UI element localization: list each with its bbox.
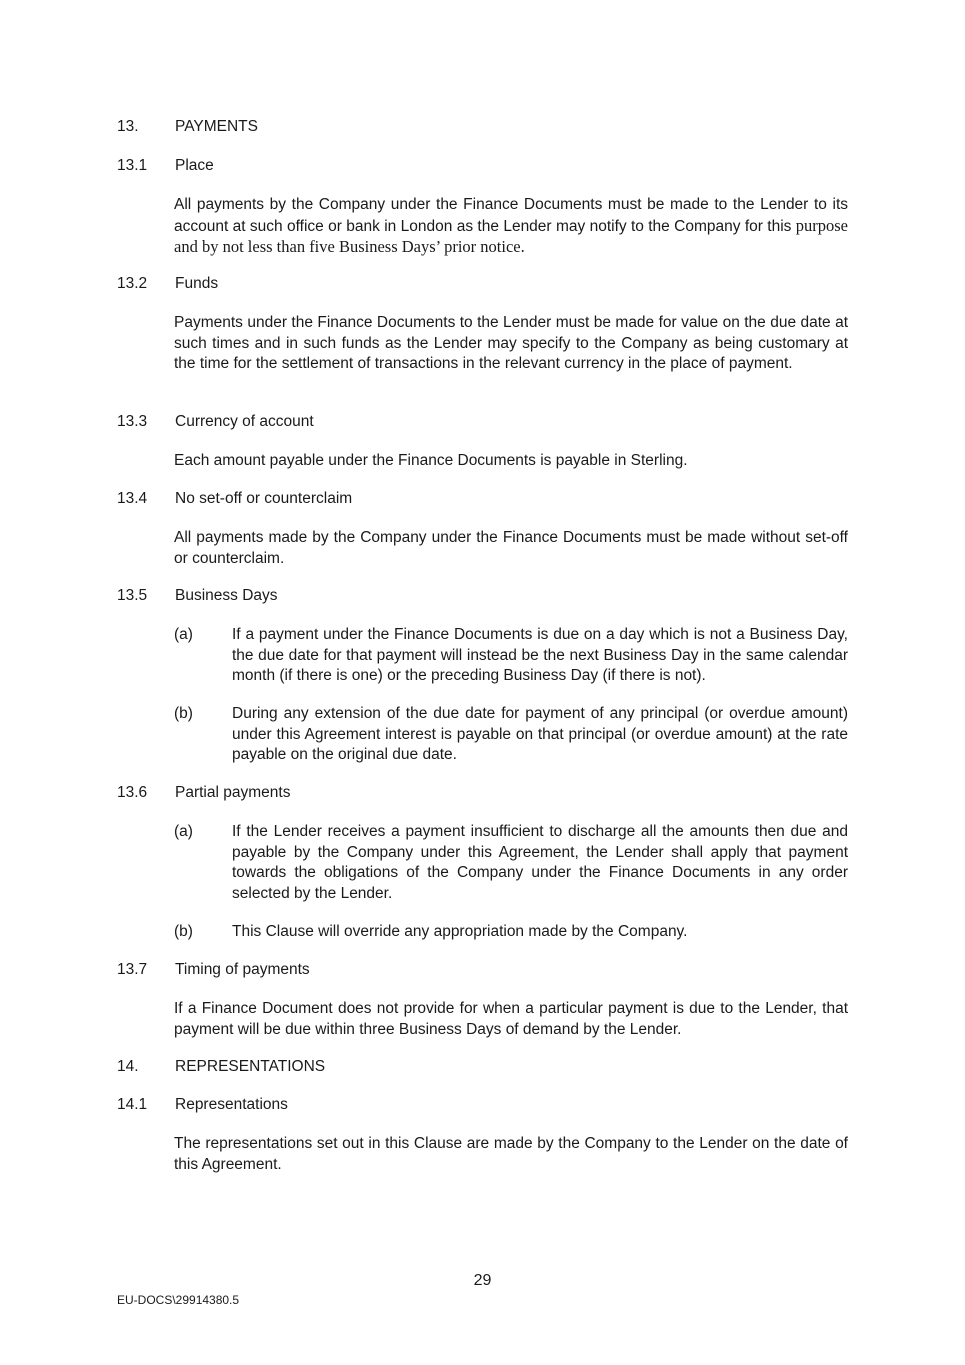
paragraph-13-4: All payments made by the Company under the Finance Documents must be made without set-off or counterclaim. — [174, 529, 848, 567]
paragraph-text-serif: purpose and by not less than five Business Days’ prior notice. — [174, 215, 849, 256]
list-item-text: If a payment under the Finance Documents is due on a day which is not a Business Day, the due date for that payment will instead be the next Business Day in the same calendar month (if there is one) or the preceding Business Day (if there is not). — [232, 626, 848, 684]
subheading-number: 13.7 — [117, 961, 148, 978]
subheading-number: 13.4 — [117, 490, 148, 507]
subheading-title: Partial payments — [175, 784, 291, 801]
subheading-title: Currency of account — [175, 413, 314, 430]
list-item-text: During any extension of the due date for payment of any principal (or overdue amount) under this Agreement interest is payable on that principal (or overdue amount) at the rate payable on the original due date. — [232, 705, 848, 763]
list-item-text: This Clause will override any appropriation made by the Company. — [232, 923, 688, 940]
list-item-label: (a) — [174, 626, 193, 643]
subheading-number: 13.6 — [117, 784, 148, 801]
list-item-text: If the Lender receives a payment insufficient to discharge all the amounts then due and payable by the Company under this Agreement, the Lender shall apply that payment towards the obligations of the Company under the Finance Documents in any order selected by the Lender. — [232, 823, 848, 902]
heading-number: 14. — [117, 1058, 139, 1075]
heading-title: PAYMENTS — [175, 118, 258, 135]
paragraph-text: All payments by the Company under the Finance Documents must be made to the Lender to its account at such office or bank in London as the Lender may notify to the Company for this — [174, 196, 848, 235]
paragraph-13-1 — [174, 195, 848, 259]
list-item-label: (b) — [174, 705, 193, 722]
subheading-title: Representations — [175, 1096, 288, 1113]
paragraph-13-2: Payments under the Finance Documents to the Lender must be made for value on the due date at such times and in such funds as the Lender may specify to the Company as being customary at the time for the settlement of transactions in the relevant currency in the place of payment. — [174, 314, 848, 372]
paragraph-13-7: If a Finance Document does not provide for when a particular payment is due to the Lender, that payment will be due within three Business Days of demand by the Lender. — [174, 1000, 848, 1038]
subheading-title: Business Days — [175, 587, 278, 604]
subheading-number: 14.1 — [117, 1096, 148, 1113]
page-number: 29 — [473, 1272, 492, 1289]
subheading-title: Funds — [175, 275, 219, 292]
subheading-title: Place — [175, 157, 214, 174]
list-item-label: (b) — [174, 923, 193, 940]
subheading-number: 13.1 — [117, 157, 148, 174]
document-reference: EU-DOCS\29914380.5 — [117, 1293, 240, 1307]
heading-number: 13. — [117, 118, 139, 135]
subheading-number: 13.2 — [117, 275, 148, 292]
paragraph-14-1: The representations set out in this Clause are made by the Company to the Lender on the date of this Agreement. — [174, 1135, 848, 1173]
paragraph-13-3: Each amount payable under the Finance Documents is payable in Sterling. — [174, 452, 688, 469]
subheading-title: Timing of payments — [175, 961, 310, 978]
heading-title: REPRESENTATIONS — [175, 1058, 326, 1075]
subheading-number: 13.3 — [117, 413, 148, 430]
list-item-label: (a) — [174, 823, 193, 840]
subheading-number: 13.5 — [117, 587, 148, 604]
subheading-title: No set-off or counterclaim — [175, 490, 353, 507]
